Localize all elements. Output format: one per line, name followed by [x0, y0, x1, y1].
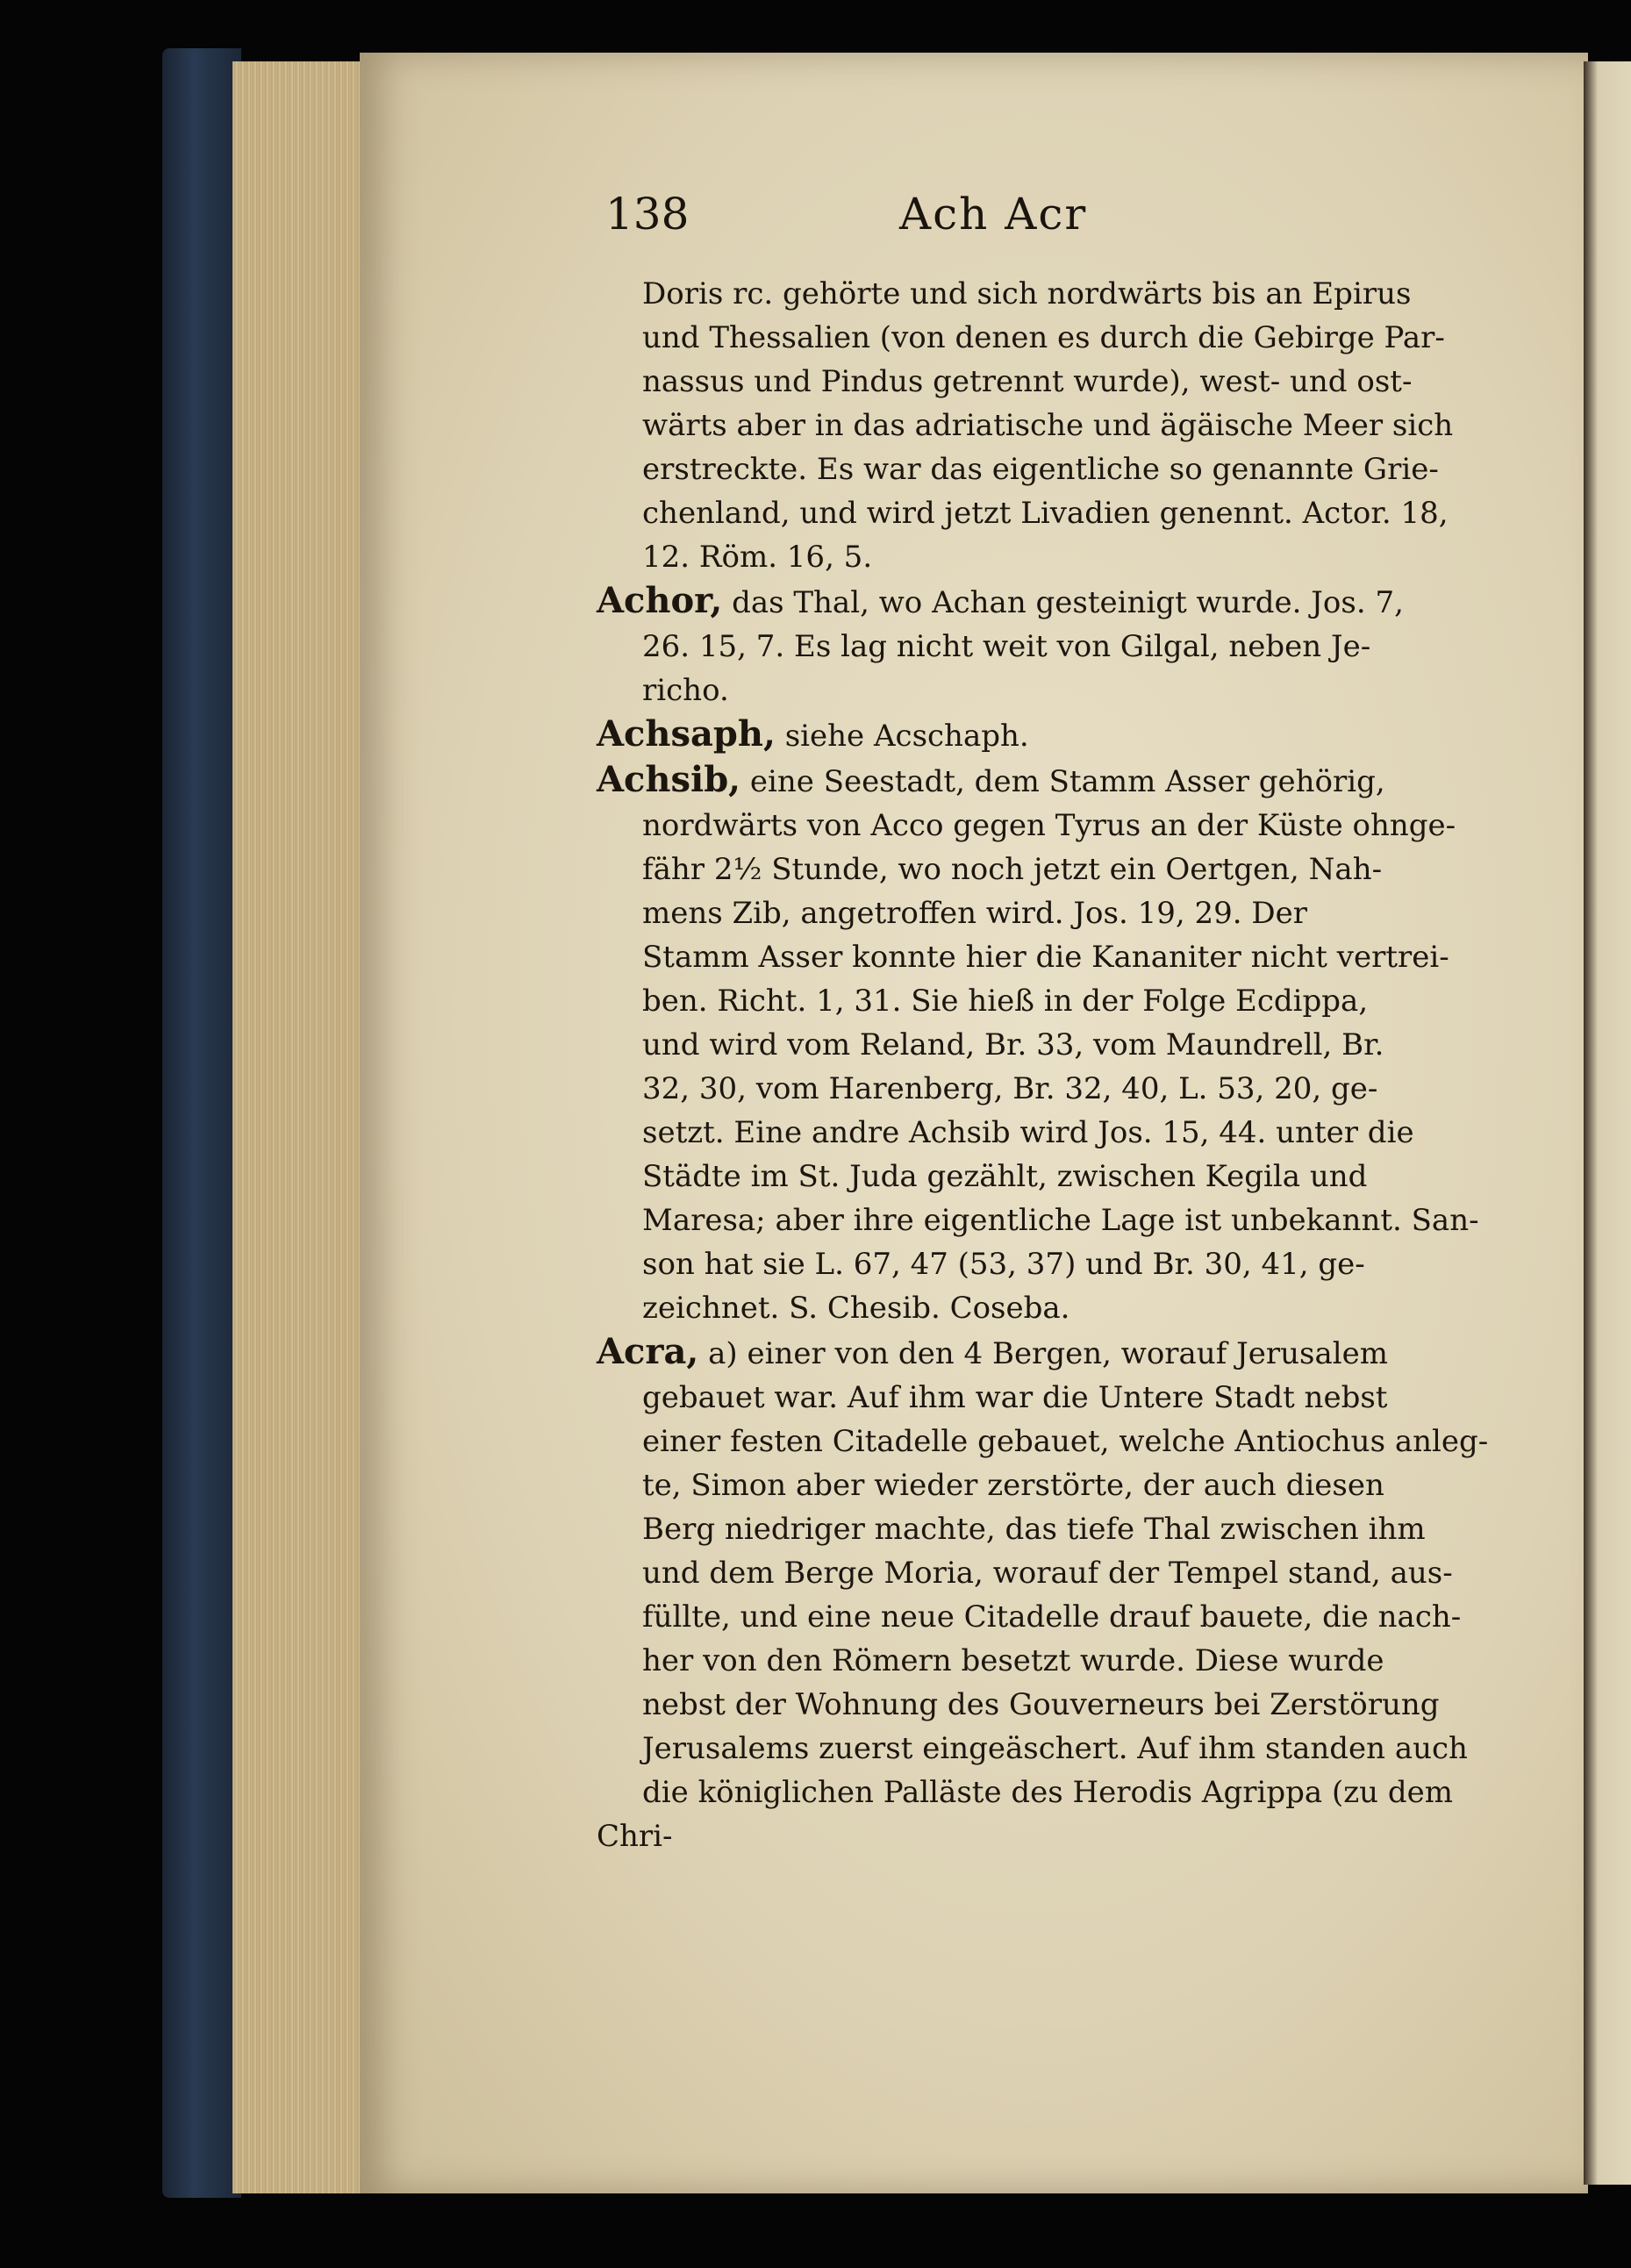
line-text: son hat sie L. 67, 47 (53, 37) und Br. 30, 41, ge- [642, 1247, 1365, 1282]
line-text: nassus und Pindus getrennt wurde), west- und ost- [642, 364, 1413, 399]
line-text: mens Zib, angetroffen wird. Jos. 19, 29. Der [642, 896, 1307, 931]
dictionary-entry [597, 758, 1483, 1330]
text-line [597, 804, 1483, 848]
line-text: und wird vom Reland, Br. 33, vom Maundrell, Br. [642, 1027, 1384, 1062]
text-line [597, 1551, 1483, 1595]
line-text: Jerusalems zuerst eingeäschert. Auf ihm standen auch [642, 1731, 1468, 1766]
text-line [597, 712, 1483, 758]
line-text: eine Seestadt, dem Stamm Asser gehörig, [749, 764, 1385, 799]
text-line [597, 491, 1483, 535]
text-line [597, 1595, 1483, 1639]
line-text: richo. [642, 673, 729, 708]
text-line [597, 1286, 1483, 1330]
entry-headword: Achor, [597, 580, 723, 621]
text-line [597, 1111, 1483, 1155]
line-text: Berg niedriger machte, das tiefe Thal zwischen ihm [642, 1512, 1426, 1547]
line-text: erstreckte. Es war das eigentliche so genannte Grie- [642, 452, 1439, 487]
line-text: siehe Acschaph. [784, 719, 1029, 754]
text-line [597, 1771, 1483, 1814]
text-line [597, 1242, 1483, 1286]
line-text: chenland, und wird jetzt Livadien genennt. Actor. 18, [642, 496, 1449, 531]
line-text: 26. 15, 7. Es lag nicht weit von Gilgal, neben Je- [642, 629, 1371, 664]
text-line [597, 848, 1483, 891]
text-line [597, 1023, 1483, 1067]
page-header [605, 189, 1483, 259]
text-line [597, 1155, 1483, 1198]
text-line [597, 1463, 1483, 1507]
line-text: 32, 30, vom Harenberg, Br. 32, 40, L. 53, 20, ge- [642, 1071, 1378, 1106]
book-cover [162, 48, 241, 2198]
text-line [597, 1639, 1483, 1683]
line-text: die königlichen Palläste des Herodis Agrippa (zu dem [642, 1775, 1453, 1810]
text-line [597, 1376, 1483, 1420]
text-line [597, 316, 1483, 360]
text-line [597, 272, 1483, 316]
text-line [597, 447, 1483, 491]
text-line [597, 1507, 1483, 1551]
line-text: und Thessalien (von denen es durch die Gebirge Par- [642, 320, 1445, 355]
catchword: Chri- [597, 1819, 673, 1854]
dictionary-entry [597, 1330, 1489, 1814]
line-text: wärts aber in das adriatische und ägäische Meer sich [642, 408, 1454, 443]
text-line [597, 758, 1483, 804]
line-text: Maresa; aber ihre eigentliche Lage ist unbekannt. San- [642, 1203, 1479, 1238]
entry-headword: Achsaph, [597, 713, 776, 755]
text-line [597, 1683, 1483, 1727]
text-line [597, 625, 1483, 669]
line-text: zeichnet. S. Chesib. Coseba. [642, 1291, 1070, 1326]
line-text: 12. Röm. 16, 5. [642, 540, 873, 575]
line-text: das Thal, wo Achan gesteinigt wurde. Jos. 7, [732, 585, 1404, 620]
text-line [597, 891, 1483, 935]
text-line [597, 1067, 1483, 1111]
line-text: her von den Römern besetzt wurde. Diese wurde [642, 1643, 1384, 1678]
line-text: fähr 2½ Stunde, wo noch jetzt ein Oertgen, Nah- [642, 852, 1383, 887]
text-line [597, 1198, 1483, 1242]
line-text: nordwärts von Acco gegen Tyrus an der Küste ohnge- [642, 808, 1456, 843]
line-text: Städte im St. Juda gezählt, zwischen Kegila und [642, 1159, 1368, 1194]
line-text: nebst der Wohnung des Gouverneurs bei Zerstörung [642, 1687, 1440, 1722]
text-line [597, 404, 1483, 447]
text-line [597, 579, 1483, 625]
facing-page-edge [1584, 61, 1631, 2185]
text-line [597, 535, 1483, 579]
text-line [597, 669, 1483, 712]
dictionary-entry [597, 579, 1483, 712]
entry-headword: Achsib, [597, 759, 741, 800]
text-line [597, 1727, 1483, 1771]
line-text: gebauet war. Auf ihm war die Untere Stadt nebst [642, 1380, 1388, 1415]
line-text: ben. Richt. 1, 31. Sie hieß in der Folge Ecdippa, [642, 984, 1369, 1019]
line-text: einer festen Citadelle gebauet, welche Antiochus anleg- [642, 1424, 1489, 1459]
line-text: a) einer von den 4 Bergen, worauf Jerusalem [708, 1336, 1388, 1371]
entry-headword: Acra, [597, 1331, 699, 1372]
text-line [597, 360, 1483, 404]
page-number: 138 [605, 189, 690, 240]
line-text: füllte, und eine neue Citadelle drauf bauete, die nach- [642, 1599, 1462, 1635]
body-text [597, 272, 1489, 1858]
dictionary-entry [597, 712, 1483, 758]
text-line [597, 1420, 1489, 1463]
text-line [597, 979, 1483, 1023]
text-line [597, 1330, 1483, 1376]
dictionary-entry [597, 272, 1483, 579]
line-text: Stamm Asser konnte hier die Kananiter nicht vertrei- [642, 940, 1449, 975]
line-text: und dem Berge Moria, worauf der Tempel stand, aus- [642, 1556, 1453, 1591]
line-text: setzt. Eine andre Achsib wird Jos. 15, 44. unter die [642, 1115, 1414, 1150]
line-text: Doris rc. gehörte und sich nordwärts bis an Epirus [642, 276, 1412, 311]
line-text: te, Simon aber wieder zerstörte, der auch diesen [642, 1468, 1384, 1503]
text-line [597, 935, 1483, 979]
running-head: Ach Acr [899, 189, 1088, 240]
page-edges [232, 61, 364, 2193]
